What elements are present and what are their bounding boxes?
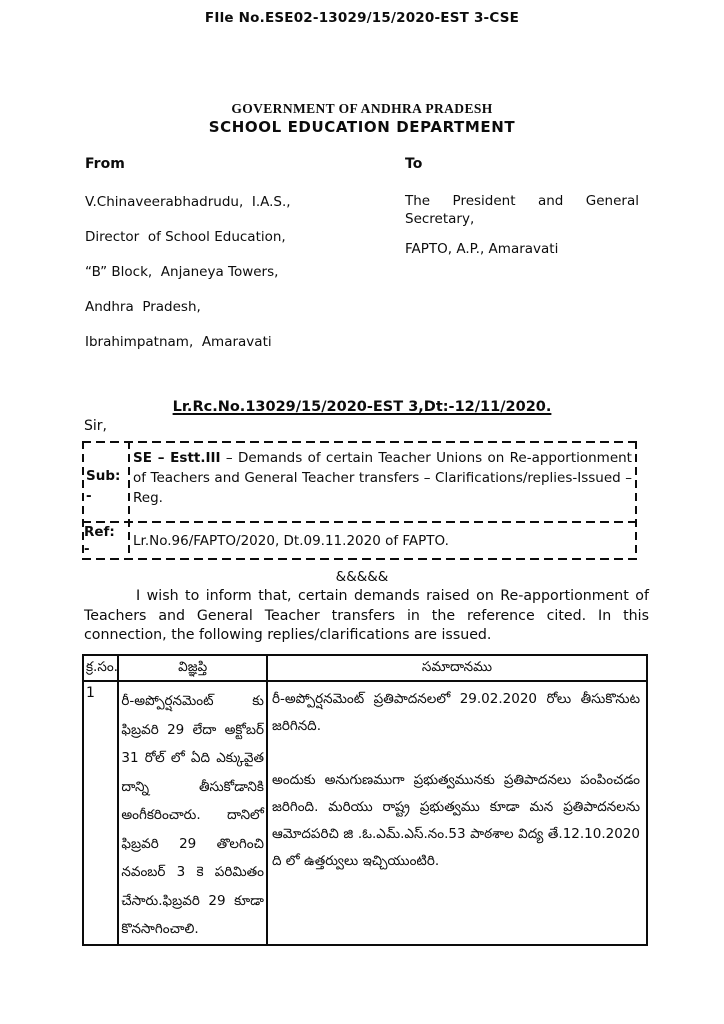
reply-paragraph-2: అందుకు అనుగుణముగా ప్రభుత్వమునకు ప్రతిపాదనలు పంపించడం జరిగింది. మరియు రాష్ట్ర ప్రభుత్వము కూడా మన ప్రతిపాదనలను ఆమోదపరిచి జి .ఓ.ఎమ్.ఎస్.నం.53 పాఠశాల విద్య తే.12.10.2020 ది లో ఉత్తర్వులు ఇచ్చియుంటిరి. xyxy=(271,772,640,869)
from-address-line: Ibrahimpatnam, Amaravati xyxy=(85,334,272,350)
reference-label: Ref: - xyxy=(84,524,115,557)
letter-reference-number: Lr.Rc.No.13029/15/2020-EST 3,Dt:-12/11/2020. xyxy=(172,399,552,415)
to-address-line: The President and General Secretary, xyxy=(405,193,639,227)
table-row xyxy=(83,681,647,945)
from-address-line: Andhra Pradesh, xyxy=(85,299,201,315)
department-title: SCHOOL EDUCATION DEPARTMENT xyxy=(208,118,516,136)
header-request: విజ్ఞప్తి xyxy=(118,655,267,681)
table-header-row xyxy=(83,655,647,681)
from-address-block xyxy=(85,193,405,368)
to-address-block xyxy=(405,193,639,259)
to-address-line: FAPTO, A.P., Amaravati xyxy=(405,241,559,257)
from-address-line: “B” Block, Anjaneya Towers, xyxy=(85,264,279,280)
clarifications-table xyxy=(82,654,648,946)
cell-request: రీ-అప్పోర్షనమెంట్ కు ఫిబ్రవరి 29 లేదా అక్టోబర్ 31 రోల్ లో ఏది ఎక్కువైత దాన్ని తీసుకోడానికి అంగీకరించారు. దానిలో ఫిబ్రవరి 29 తొలగించి నవంబర్ 3 కె పరిమితం చేసారు.ఫిబ్రవరి 29 కూడా కొనసాగించాలి. xyxy=(118,681,267,945)
subject-label: Sub: - xyxy=(86,468,121,504)
sub-ref-row-divider xyxy=(82,521,637,523)
subject-reference-box xyxy=(82,441,637,560)
cell-reply xyxy=(267,681,647,945)
to-label: To xyxy=(405,156,423,172)
salutation: Sir, xyxy=(84,418,107,434)
subject-bold-prefix: SE – Estt.III xyxy=(133,450,221,466)
reply-paragraph-1: రీ-అప్పోర్షనమెంట్ ప్రతిపాదనలలో 29.02.2020 రోలు తీసుకొనుట జరిగినది. xyxy=(271,691,640,734)
reference-text: Lr.No.96/FAPTO/2020, Dt.09.11.2020 of FAPTO. xyxy=(133,533,449,549)
from-label: From xyxy=(85,156,125,172)
header-serial-number: క్ర.సం. xyxy=(83,655,118,681)
label-column-divider xyxy=(128,441,130,560)
ampersand-separator: &&&&& xyxy=(335,569,389,585)
from-address-line: Director of School Education, xyxy=(85,229,286,245)
header-reply: సమాదానము xyxy=(267,655,647,681)
from-address-line: V.Chinaveerabhadrudu, I.A.S., xyxy=(85,194,291,210)
government-title: GOVERNMENT OF ANDHRA PRADESH xyxy=(231,101,493,116)
subject-text: SE – Estt.III – Demands of certain Teacher Unions on Re-apportionment of Teachers and General Teacher transfers – Clarifications/replies-Issued – Reg. xyxy=(133,450,632,506)
file-number: FIle No.ESE02-13029/15/2020-EST 3-CSE xyxy=(204,10,520,26)
body-paragraph: I wish to inform that, certain demands raised on Re-apportionment of Teachers and General Teacher transfers in the reference cited. In this connection, the following replies/clarifications are issued. xyxy=(84,588,649,643)
cell-serial-number: 1 xyxy=(83,681,118,945)
